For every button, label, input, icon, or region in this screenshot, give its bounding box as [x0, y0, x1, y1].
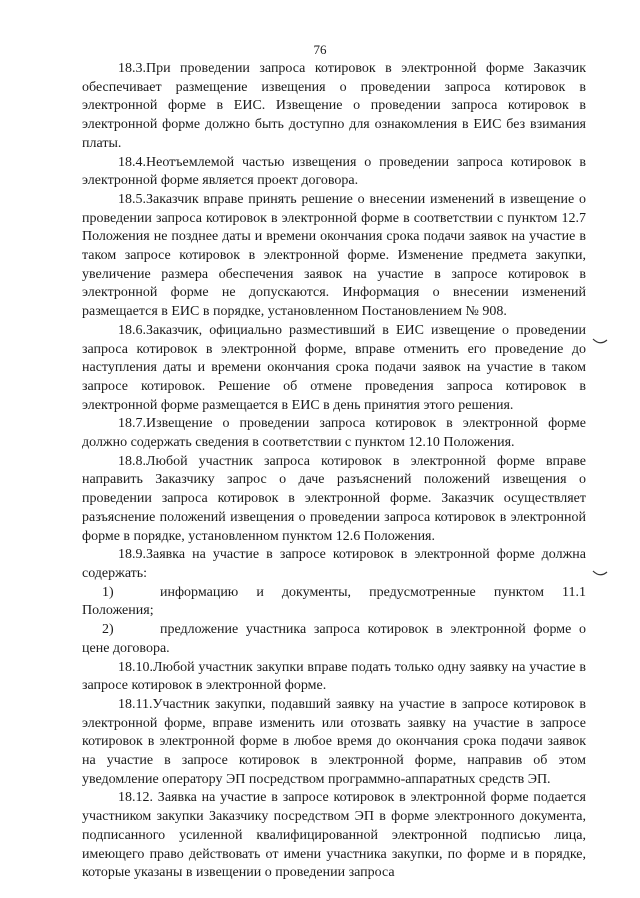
margin-curve-mark — [592, 338, 608, 346]
page-number: 76 — [313, 42, 327, 57]
list-item-number: 2) — [102, 622, 114, 638]
paragraph-18-12: 18.12. Заявка на участие в запросе котировок в электронной форме подается участником закупки Заказчику посредством ЭП в форме электронного документа, подписанного усиленной квалифицированной электронной подписью лица, имеющего право действовать от имени участника закупки, по форме и в порядке, которые указаны в извещении о проведении запроса — [82, 790, 586, 881]
list-item-text: предложение участника запроса котировок в электронной форме о цене договора. — [82, 622, 586, 656]
list-item — [82, 584, 586, 621]
paragraph-18-7: 18.7.Извещение о проведении запроса котировок в электронной форме должно содержать сведения в соответствии с пунктом 12.10 Положения. — [82, 416, 586, 451]
paragraph-18-10: 18.10.Любой участник закупки вправе подать только одну заявку на участие в запросе котировок в электронной форме. — [82, 659, 586, 694]
list-item-text: информацию и документы, предусмотренные пунктом 11.1 Положения; — [82, 584, 586, 619]
paragraph-18-3: 18.3.При проведении запроса котировок в электронной форме Заказчик обеспечивает размещение извещения о проведении запроса котировок в электронной форме в ЕИС. Извещение о проведении запроса котировок в электронной форме должно быть доступно для ознакомления в ЕИС без взимания платы. — [82, 61, 586, 151]
document-body — [82, 60, 586, 883]
paragraph-18-6: 18.6.Заказчик, официально разместивший в ЕИС извещение о проведении запроса котировок в электронной форме, вправе отменить его проведение до наступления даты и времени окончания срока подачи заявок на участие в таком запросе котировок. Решение об отмене проведения запроса котировок в электронной форме размещается в ЕИС в день принятия этого решения. — [82, 322, 586, 413]
paragraph-18-4: 18.4.Неотъемлемой частью извещения о проведении запроса котировок в электронной форме является проект договора. — [82, 154, 586, 189]
list-item — [82, 621, 586, 658]
paragraph-18-5: 18.5.Заказчик вправе принять решение о внесении изменений в извещение о проведении запроса котировок в электронной форме в соответствии с пунктом 12.7 Положения не позднее даты и времени окончания срока подачи заявок на участие в таком запросе котировок в электронной форме. Изменение предмета закупки, увеличение размера обеспечения заявок на участие в запросе котировок в электронной форме не допускаются. Информация о внесении изменений размещается в ЕИС в порядке, установленном Постановлением № 908. — [82, 191, 586, 320]
paragraph-18-8: 18.8.Любой участник запроса котировок в электронной форме вправе направить Заказчику запрос о даче разъяснений положений извещения о проведении запроса котировок в электронной форме. Заказчик осуществляет разъяснение положений извещения о проведении запроса котировок в электронной форме в порядке, установленном пунктом 12.6 Положения. — [82, 453, 586, 544]
margin-curve-mark — [592, 570, 608, 578]
paragraph-18-11: 18.11.Участник закупки, подавший заявку на участие в запросе котировок в электронной форме, вправе изменить или отозвать заявку на участие в запросе котировок в электронной форме в любое время до окончания срока подачи заявок на участие в запросе котировок в электронной форме, направив об этом уведомление оператору ЭП посредством программно-аппаратных средств ЭП. — [82, 696, 586, 787]
paragraph-18-9: 18.9.Заявка на участие в запросе котировок в электронной форме должна содержать: — [82, 547, 586, 581]
list-item-number: 1) — [102, 584, 114, 600]
